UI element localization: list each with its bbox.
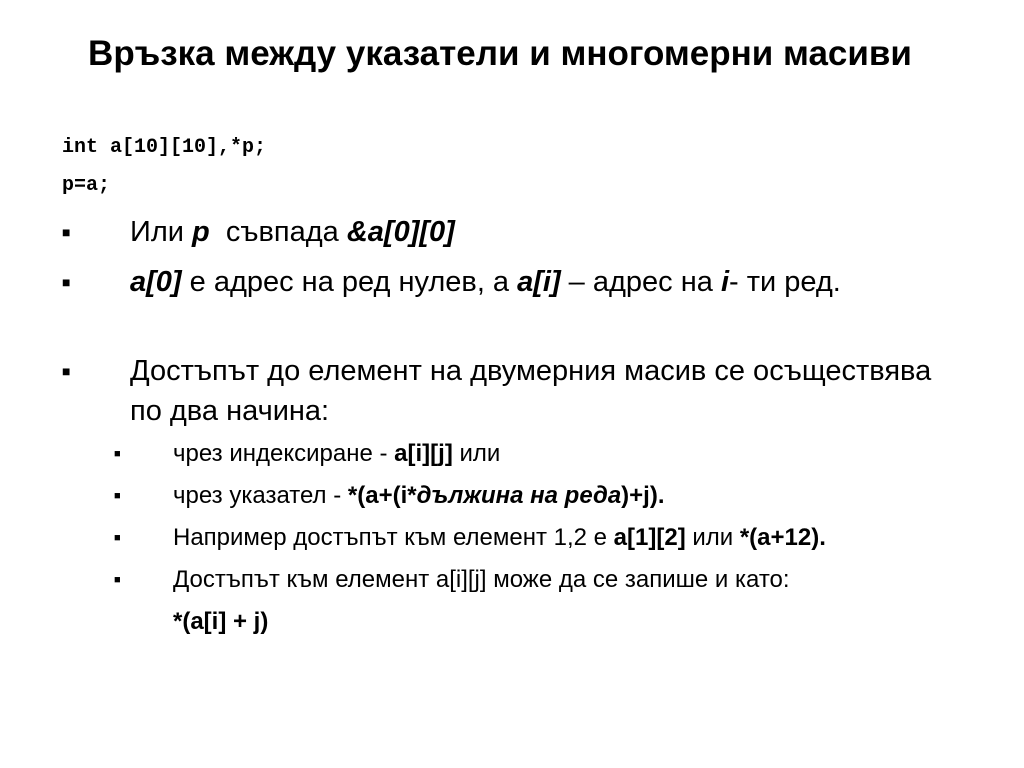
bullet-text: е адрес на ред нулев, а — [181, 266, 518, 298]
pointer-var: p — [192, 216, 210, 248]
bullet-marker: ■ — [62, 274, 71, 290]
pointer-expr-start: *(a+(i* — [347, 482, 417, 509]
slide-title: Връзка между указатели и многомерни масиви — [88, 34, 912, 73]
sub-bullet-marker: ■ — [114, 574, 121, 586]
bullet-text: съвпада — [209, 216, 347, 248]
bullet-p-equals-first-element — [130, 212, 950, 252]
sub-bullet-text: или — [452, 440, 501, 467]
sub-bullet-text: чрез указател - — [173, 482, 348, 509]
bullet-text: Или — [130, 216, 193, 248]
address-expr: &a[0][0] — [346, 216, 455, 248]
example-pointer-expr: *(a+12). — [739, 524, 826, 551]
final-pointer-expr: *(a[i] + j) — [173, 608, 269, 635]
sub-bullet-text: чрез индексиране - — [173, 440, 395, 467]
bullet-row-addresses — [130, 262, 950, 302]
code-line-assignment: p=a; — [62, 174, 111, 197]
sub-bullet-marker: ■ — [114, 448, 121, 460]
bullet-access-methods: Достъпът до елемент на двумерния масив се осъществява по два начина: — [130, 355, 932, 427]
sub-bullet-marker: ■ — [114, 490, 121, 502]
sub-bullet-text: Например достъпът към елемент 1,2 е — [173, 524, 614, 551]
sub-bullet-text: или — [685, 524, 740, 551]
index-var: i — [720, 266, 729, 298]
sub-bullet-example — [173, 523, 993, 553]
bullet-text: - ти ред. — [729, 266, 841, 298]
bullet-text: – адрес на — [560, 266, 721, 298]
row-i-expr: a[i] — [517, 266, 561, 298]
sub-bullet-marker: ■ — [114, 532, 121, 544]
row-zero-expr: a[0] — [130, 266, 182, 298]
bullet-marker: ■ — [62, 224, 71, 240]
bullet-marker: ■ — [62, 363, 71, 379]
sub-bullet-indexing — [173, 439, 993, 469]
row-length-expr: дължина на реда — [416, 482, 622, 509]
example-index-expr: a[1][2] — [613, 524, 686, 551]
sub-bullet-equivalent: Достъпът към елемент a[i][j] може да се запише и като: — [173, 566, 790, 593]
pointer-expr-end: )+j). — [621, 482, 665, 509]
index-expr: a[i][j] — [394, 440, 453, 467]
sub-bullet-pointer — [173, 481, 993, 511]
code-line-declaration: int a[10][10],*p; — [62, 136, 267, 159]
